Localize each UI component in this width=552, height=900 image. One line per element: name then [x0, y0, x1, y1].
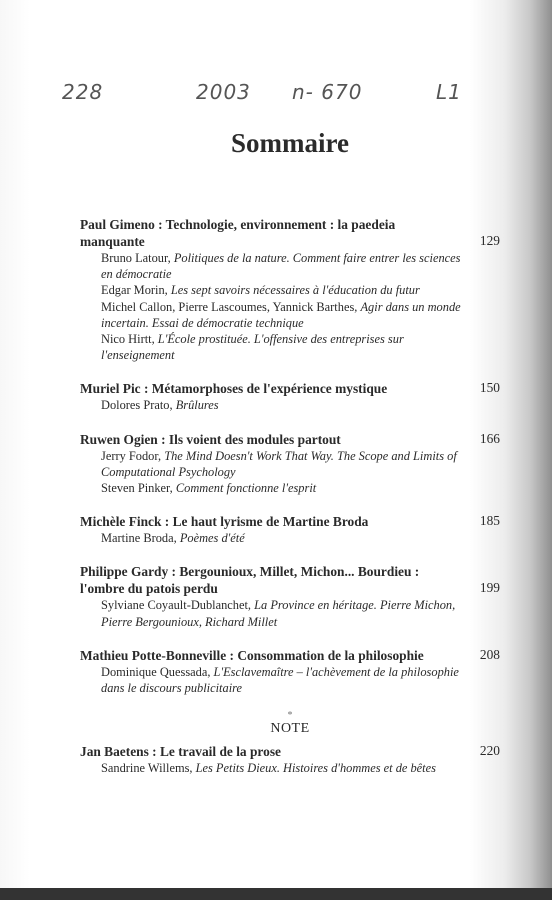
book-author: Dolores Prato,	[101, 398, 173, 413]
book-author: Sandrine Willems,	[101, 761, 193, 776]
reviewed-book	[80, 397, 500, 413]
book-author: Martine Broda,	[101, 531, 177, 546]
book-title: La Province en héritage. Pierre Michon, Pierre Bergounioux, Richard Millet	[101, 598, 456, 629]
table-of-contents	[80, 216, 500, 793]
page-number: 208	[479, 646, 500, 662]
book-title: Politiques de la nature. Comment faire entrer les sciences en démocratie	[101, 251, 461, 282]
handwritten-note-3: n- 670	[292, 80, 363, 104]
book-author: Sylviane Coyault-Dublanchet,	[101, 598, 252, 613]
entry-heading: Philippe Gardy : Bergounioux, Millet, Michon... Bourdieu : l'ombre du patois perdu	[80, 564, 420, 597]
reviewed-book	[80, 530, 500, 546]
book-author: Dominique Quessada,	[101, 664, 211, 679]
page-number: 150	[479, 380, 500, 396]
reviewed-book	[80, 664, 500, 696]
book-title: Comment fonctionne l'esprit	[175, 481, 317, 496]
reviewed-book	[80, 299, 500, 331]
reviewed-book	[80, 480, 500, 496]
toc-entry	[80, 431, 500, 497]
book-author: Michel Callon, Pierre Lascoumes, Yannick Barthes,	[101, 299, 358, 314]
toc-entry	[80, 743, 500, 776]
handwritten-note-2: 2003	[196, 80, 251, 104]
entry-heading: Ruwen Ogien : Ils voient des modules partout	[80, 431, 341, 447]
book-author: Edgar Morin,	[101, 283, 168, 298]
book-title: Les Petits Dieux. Histoires d'hommes et de bêtes	[195, 761, 436, 776]
toc-entry	[80, 216, 500, 363]
page-title: Sommaire	[231, 128, 349, 158]
book-author: Steven Pinker,	[101, 481, 173, 496]
toc-entry	[80, 647, 500, 696]
page-number: 220	[479, 743, 500, 759]
entry-heading: Jan Baetens : Le travail de la prose	[80, 744, 281, 760]
toc-entry	[80, 513, 500, 546]
reviewed-book	[80, 250, 500, 282]
book-author: Jerry Fodor,	[101, 448, 162, 463]
entry-heading: Muriel Pic : Métamorphoses de l'expérience mystique	[80, 381, 388, 397]
book-author: Nico Hirtt,	[101, 332, 155, 347]
reviewed-book	[80, 331, 500, 363]
book-title: The Mind Doesn't Work That Way. The Scope and Limits of Computational Psychology	[101, 448, 457, 479]
book-title: L'Esclavemaître – l'achèvement de la philosophie dans le discours publicitaire	[101, 664, 459, 696]
page-number: 166	[479, 430, 500, 446]
reviewed-book	[80, 282, 500, 298]
entry-heading: Paul Gimeno : Technologie, environnement : la paedeia manquante	[80, 217, 396, 249]
toc-entry	[80, 563, 500, 629]
note-section-label: NOTE	[270, 721, 310, 737]
book-title: Poèmes d'été	[179, 531, 245, 546]
page-number: 129	[479, 233, 500, 248]
reviewed-book	[80, 597, 500, 629]
handwritten-note-4: L1	[436, 80, 462, 104]
page-number: 199	[479, 580, 500, 596]
handwritten-note-1: 228	[62, 80, 104, 104]
book-author: Bruno Latour,	[101, 251, 171, 265]
toc-entry	[80, 380, 500, 413]
book-title: Brûlures	[175, 398, 219, 413]
page-number: 185	[479, 513, 500, 529]
page-bottom-edge	[0, 888, 552, 900]
reviewed-book	[80, 448, 500, 480]
book-title: Agir dans un monde incertain. Essai de démocratie technique	[101, 299, 461, 330]
note-separator: *	[287, 710, 293, 722]
book-title: L'École prostituée. L'offensive des entreprises sur l'enseignement	[101, 332, 404, 363]
entry-heading: Mathieu Potte-Bonneville : Consommation de la philosophie	[80, 647, 424, 663]
entry-heading: Michèle Finck : Le haut lyrisme de Martine Broda	[80, 514, 369, 530]
book-title: Les sept savoirs nécessaires à l'éducation du futur	[170, 283, 420, 298]
reviewed-book	[80, 760, 500, 776]
